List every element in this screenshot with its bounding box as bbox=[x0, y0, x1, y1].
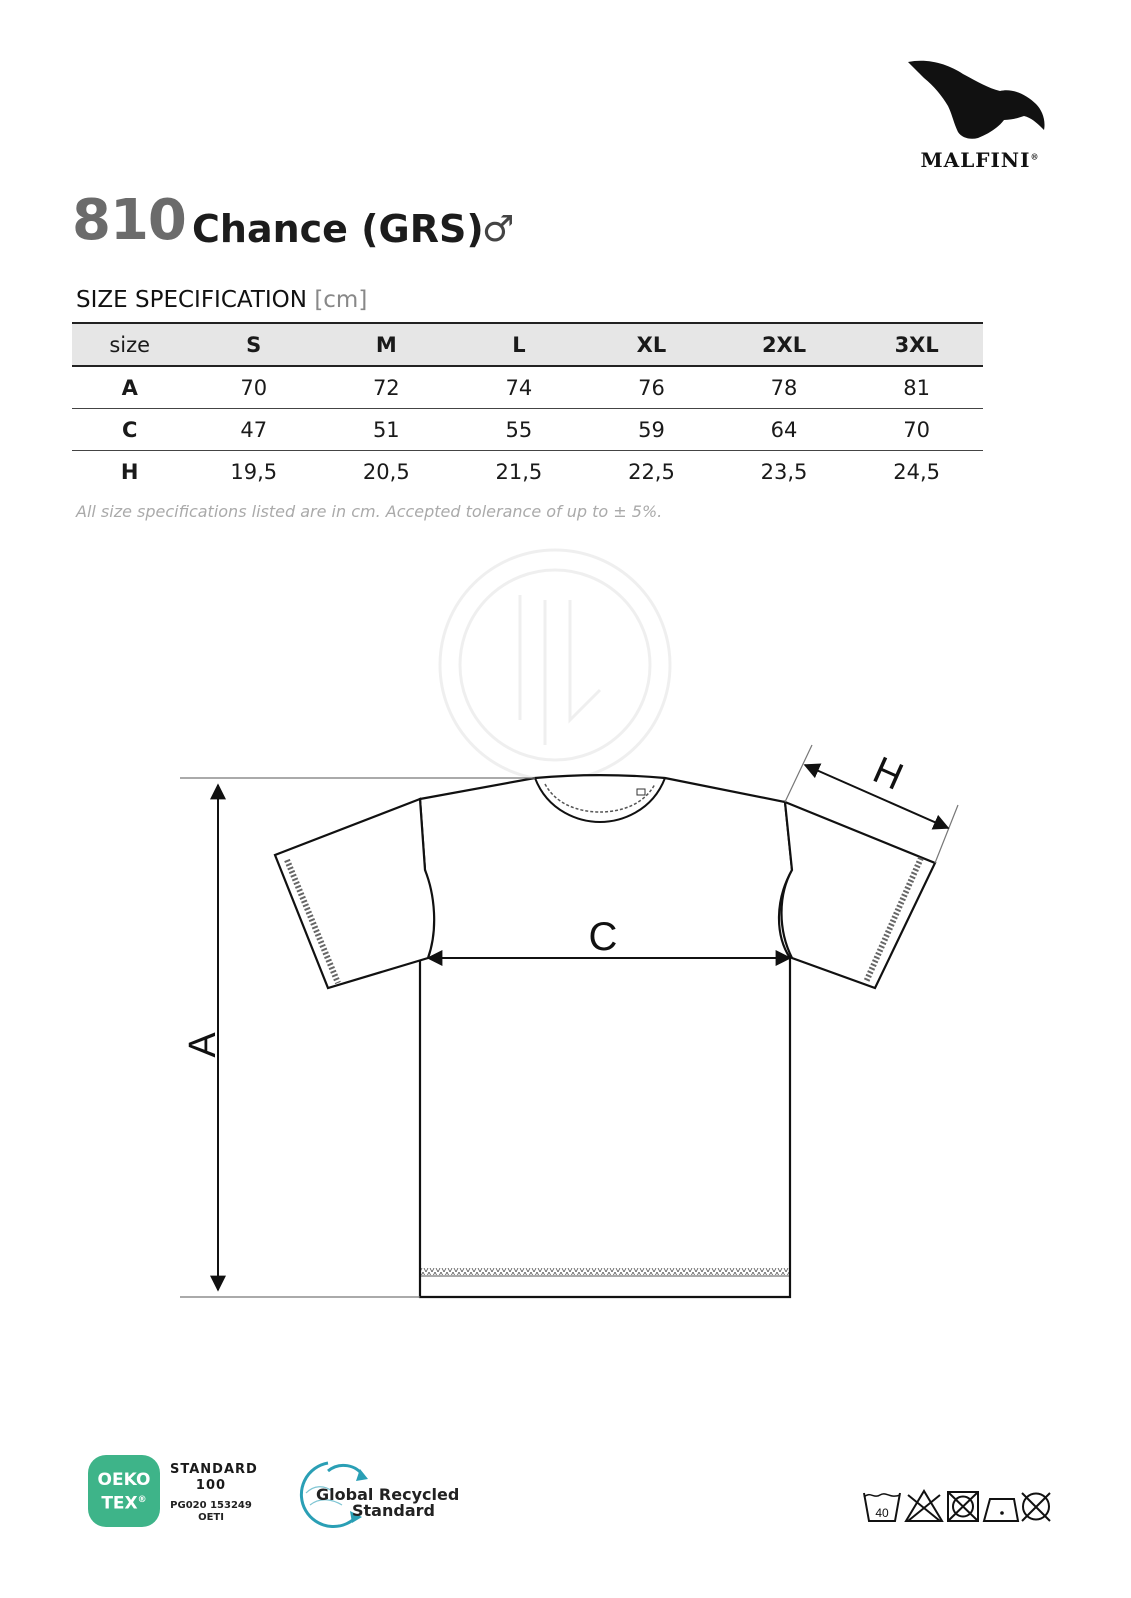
oeko-cert-number: PG020 153249 bbox=[170, 1500, 252, 1511]
oeko-standard bbox=[170, 1462, 258, 1494]
oeko-cert bbox=[170, 1500, 252, 1524]
size-table bbox=[72, 322, 983, 492]
header-cell: 2XL bbox=[718, 323, 851, 366]
care-icons bbox=[862, 1487, 1052, 1527]
dimension-h-label: H bbox=[866, 749, 909, 799]
size-header-row bbox=[72, 323, 983, 366]
table-cell: 51 bbox=[320, 409, 453, 451]
tshirt-body bbox=[420, 775, 792, 1297]
table-cell: 55 bbox=[453, 409, 586, 451]
table-cell: 72 bbox=[320, 366, 453, 409]
table-cell: 76 bbox=[585, 366, 718, 409]
header-cell: size bbox=[72, 323, 187, 366]
watermark bbox=[440, 550, 670, 780]
table-cell: 81 bbox=[850, 366, 983, 409]
table-cell: 59 bbox=[585, 409, 718, 451]
size-spec-title-text: SIZE SPECIFICATION bbox=[76, 287, 307, 313]
product-name: Chance (GRS) bbox=[192, 207, 484, 251]
row-label: A bbox=[72, 366, 187, 409]
oeko-line1: OEKO bbox=[97, 1470, 151, 1490]
iron-low-icon bbox=[984, 1499, 1018, 1521]
malfini-logo bbox=[900, 58, 1060, 178]
header-cell: S bbox=[187, 323, 320, 366]
eagle-icon bbox=[908, 58, 1048, 143]
no-dry-clean-icon bbox=[1022, 1493, 1050, 1521]
wash-40-icon bbox=[864, 1493, 900, 1521]
row-label: C bbox=[72, 409, 187, 451]
table-cell: 78 bbox=[718, 366, 851, 409]
oeko-standard-label: STANDARD bbox=[170, 1462, 258, 1477]
header-cell: M bbox=[320, 323, 453, 366]
dimension-c-label: C bbox=[588, 915, 618, 959]
table-row bbox=[72, 409, 983, 451]
grs-line2: Standard bbox=[352, 1501, 435, 1520]
male-symbol-icon: ♂ bbox=[482, 209, 515, 250]
size-spec-title bbox=[76, 287, 367, 313]
left-sleeve bbox=[275, 799, 434, 988]
row-label: H bbox=[120, 459, 139, 484]
table-cell: 20,5 bbox=[362, 459, 410, 484]
no-tumble-dry-icon bbox=[948, 1492, 978, 1521]
tolerance-note: All size specifications listed are in cm. Accepted tolerance of up to ± 5%. bbox=[76, 502, 663, 521]
table-cell: 24,5 bbox=[893, 459, 941, 484]
grs-line1: Global Recycled bbox=[316, 1485, 460, 1504]
oeko-tex-badge bbox=[88, 1455, 160, 1527]
brand-name: MALFINI® bbox=[920, 148, 1040, 172]
oeko-institute: OETI bbox=[198, 1512, 224, 1523]
table-cell: 74 bbox=[453, 366, 586, 409]
table-row bbox=[72, 451, 983, 493]
table-cell: 47 bbox=[187, 409, 320, 451]
grs-label bbox=[316, 1487, 459, 1519]
no-bleach-icon bbox=[906, 1491, 942, 1521]
table-cell: 21,5 bbox=[495, 459, 543, 484]
table-cell: 64 bbox=[718, 409, 851, 451]
table-cell: 70 bbox=[187, 366, 320, 409]
table-cell: 70 bbox=[850, 409, 983, 451]
header-cell: 3XL bbox=[850, 323, 983, 366]
oeko-standard-number: 100 bbox=[195, 1478, 227, 1493]
oeko-line2: TEX® bbox=[101, 1493, 147, 1514]
product-code: 810 bbox=[72, 188, 186, 253]
dimension-a-label: A bbox=[182, 1032, 224, 1058]
header-cell: L bbox=[453, 323, 586, 366]
svg-text:40: 40 bbox=[875, 1506, 889, 1520]
tshirt-diagram bbox=[0, 540, 1131, 1340]
table-row bbox=[72, 366, 983, 409]
size-spec-unit: [cm] bbox=[314, 287, 368, 313]
right-sleeve bbox=[782, 802, 936, 988]
table-cell: 22,5 bbox=[628, 459, 675, 484]
table-cell: 23,5 bbox=[760, 459, 808, 484]
table-cell: 19,5 bbox=[230, 459, 278, 484]
header-cell: XL bbox=[585, 323, 718, 366]
